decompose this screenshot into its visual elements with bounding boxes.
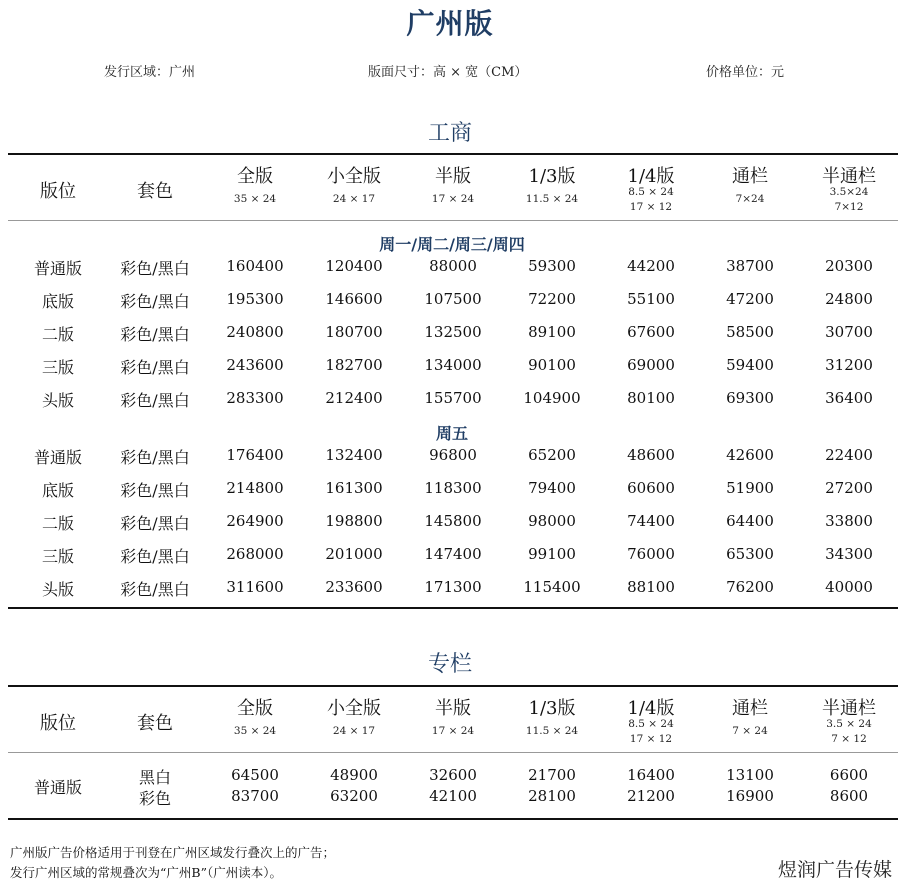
price-cell: 30700 xyxy=(825,323,873,341)
price-cell: 80100 xyxy=(627,389,675,407)
header-col-label: 全版 xyxy=(237,698,273,719)
price-cell: 13100 xyxy=(726,766,774,784)
header-col-size: 11.5 × 24 xyxy=(525,725,579,737)
header-col-size: 35 × 24 xyxy=(233,193,277,205)
group-label: 周一/周二/周三/周四 xyxy=(379,235,525,254)
row-color: 黑白 xyxy=(138,768,171,787)
price-cell: 212400 xyxy=(325,389,383,407)
price-cell: 145800 xyxy=(424,512,482,530)
price-cell: 59300 xyxy=(528,257,576,275)
header-col-label: 半通栏 xyxy=(822,698,876,719)
price-cell: 76200 xyxy=(726,578,774,596)
header-col-label: 1/3版 xyxy=(528,166,576,187)
header-col-label: 半版 xyxy=(435,166,471,187)
price-cell: 107500 xyxy=(424,290,482,308)
price-cell: 171300 xyxy=(424,578,482,596)
header2-divider xyxy=(8,752,898,753)
price-cell: 233600 xyxy=(325,578,383,596)
table-bottom-rule xyxy=(8,607,898,609)
header-col-label: 全版 xyxy=(237,166,273,187)
price-cell: 36400 xyxy=(825,389,873,407)
row-color: 彩色/黑白 xyxy=(120,580,190,599)
price-cell: 161300 xyxy=(325,479,383,497)
price-cell: 16400 xyxy=(627,766,675,784)
header-col-label: 通栏 xyxy=(732,698,768,719)
page-title: 广州版 xyxy=(406,7,494,40)
header-col-size: 24 × 17 xyxy=(332,193,376,205)
price-cell: 21700 xyxy=(528,766,576,784)
price-cell: 31200 xyxy=(825,356,873,374)
price-cell: 51900 xyxy=(726,479,774,497)
price-cell: 24800 xyxy=(825,290,873,308)
price-cell: 21200 xyxy=(627,787,675,805)
price-cell: 28100 xyxy=(528,787,576,805)
watermark-text: 煜润广告传媒 xyxy=(777,859,892,881)
row-position: 普通版 xyxy=(33,259,82,278)
price-cell: 20300 xyxy=(825,257,873,275)
header-col-label: 小全版 xyxy=(327,166,381,187)
price-cell: 283300 xyxy=(226,389,284,407)
header-col-size: 7×24 xyxy=(735,193,765,205)
price-cell: 88100 xyxy=(627,578,675,596)
price-cell: 38700 xyxy=(726,257,774,275)
price-cell: 134000 xyxy=(424,356,482,374)
row-position: 二版 xyxy=(41,325,74,344)
row-position: 头版 xyxy=(41,580,74,599)
header-col-label: 1/4版 xyxy=(627,166,675,187)
price-cell: 132500 xyxy=(424,323,482,341)
footnote-1: 广州版广告价格适用于刊登在广州区域发行叠次上的广告； xyxy=(10,845,336,860)
price-cell: 42600 xyxy=(726,446,774,464)
price-cell: 88000 xyxy=(429,257,477,275)
price-cell: 48900 xyxy=(330,766,378,784)
row-color: 彩色/黑白 xyxy=(120,325,190,344)
header-col-size: 24 × 17 xyxy=(332,725,376,737)
header-col-label: 半通栏 xyxy=(822,166,876,187)
price-cell: 243600 xyxy=(226,356,284,374)
row-position: 底版 xyxy=(41,292,74,311)
row-color: 彩色/黑白 xyxy=(120,448,190,467)
price-cell: 198800 xyxy=(325,512,383,530)
price-cell: 59400 xyxy=(726,356,774,374)
header-divider xyxy=(8,220,898,221)
price-cell: 90100 xyxy=(528,356,576,374)
row-position: 普通版 xyxy=(33,448,82,467)
price-cell: 155700 xyxy=(424,389,482,407)
header-col-size: 8.5 × 24 xyxy=(628,186,674,198)
price-cell: 34300 xyxy=(825,545,873,563)
price-cell: 69300 xyxy=(726,389,774,407)
price-cell: 115400 xyxy=(523,578,581,596)
price-cell: 268000 xyxy=(226,545,284,563)
price-unit: 价格单位：元 xyxy=(706,65,785,80)
price-cell: 6600 xyxy=(829,766,869,784)
header-col-label: 小全版 xyxy=(327,698,381,719)
price-cell: 118300 xyxy=(424,479,482,497)
price-cell: 240800 xyxy=(226,323,284,341)
price-cell: 69000 xyxy=(627,356,675,374)
price-cell: 48600 xyxy=(627,446,675,464)
price-cell: 99100 xyxy=(528,545,576,563)
header-col-label: 通栏 xyxy=(732,166,768,187)
row-color: 彩色/黑白 xyxy=(120,547,190,566)
header-position: 版位 xyxy=(40,713,76,734)
price-cell: 72200 xyxy=(528,290,576,308)
header-position: 版位 xyxy=(40,181,76,202)
section-title-column: 专栏 xyxy=(427,652,472,677)
header-col-size: 7×12 xyxy=(834,201,864,213)
price-cell: 76000 xyxy=(627,545,675,563)
price-cell: 16900 xyxy=(726,787,774,805)
price-cell: 67600 xyxy=(627,323,675,341)
price-cell: 44200 xyxy=(627,257,675,275)
price-cell: 146600 xyxy=(325,290,383,308)
price-cell: 132400 xyxy=(325,446,383,464)
table2-bottom-rule xyxy=(8,818,898,820)
header-col-label: 1/3版 xyxy=(528,698,576,719)
row-color: 彩色/黑白 xyxy=(120,292,190,311)
price-cell: 160400 xyxy=(226,257,284,275)
price-cell: 8600 xyxy=(829,787,869,805)
header-col-size: 3.5 × 24 xyxy=(826,718,872,730)
price-cell: 60600 xyxy=(627,479,675,497)
row-color: 彩色/黑白 xyxy=(120,514,190,533)
header-col-size: 17 × 12 xyxy=(629,733,673,745)
header-color: 套色 xyxy=(137,181,173,202)
price-cell: 147400 xyxy=(424,545,482,563)
price-cell: 176400 xyxy=(226,446,284,464)
price-cell: 55100 xyxy=(627,290,675,308)
price-cell: 96800 xyxy=(429,446,477,464)
header-col-size: 17 × 12 xyxy=(629,201,673,213)
header-col-size: 7 × 24 xyxy=(732,725,768,737)
header-col-label: 半版 xyxy=(435,698,471,719)
price-cell: 180700 xyxy=(325,323,383,341)
row-color: 彩色 xyxy=(138,789,171,808)
table2-top-rule xyxy=(8,685,898,687)
price-cell: 74400 xyxy=(627,512,675,530)
row-position: 底版 xyxy=(41,481,74,500)
price-cell: 98000 xyxy=(528,512,576,530)
row-position: 头版 xyxy=(41,391,74,410)
header-col-size: 35 × 24 xyxy=(233,725,277,737)
price-cell: 65200 xyxy=(528,446,576,464)
price-cell: 63200 xyxy=(330,787,378,805)
price-cell: 64400 xyxy=(726,512,774,530)
price-cell: 64500 xyxy=(231,766,279,784)
row-position: 普通版 xyxy=(33,778,82,797)
layout-size: 版面尺寸：高 × 宽（CM） xyxy=(368,65,528,80)
price-cell: 104900 xyxy=(523,389,581,407)
price-cell: 195300 xyxy=(226,290,284,308)
header-col-size: 17 × 24 xyxy=(431,193,475,205)
header-color: 套色 xyxy=(137,713,173,734)
header-col-size: 11.5 × 24 xyxy=(525,193,579,205)
footnote-2: 发行广州区域的常规叠次为“广州B”（广州读本）。 xyxy=(10,865,282,880)
price-cell: 83700 xyxy=(231,787,279,805)
price-cell: 27200 xyxy=(825,479,873,497)
price-cell: 311600 xyxy=(226,578,284,596)
price-cell: 22400 xyxy=(825,446,873,464)
row-position: 二版 xyxy=(41,514,74,533)
price-cell: 65300 xyxy=(726,545,774,563)
row-color: 彩色/黑白 xyxy=(120,391,190,410)
price-cell: 89100 xyxy=(528,323,576,341)
price-cell: 201000 xyxy=(325,545,383,563)
row-position: 三版 xyxy=(41,547,74,566)
section-title-commerce: 工商 xyxy=(427,121,472,146)
price-cell: 33800 xyxy=(825,512,873,530)
price-cell: 120400 xyxy=(325,257,383,275)
price-cell: 40000 xyxy=(825,578,873,596)
header-col-size: 8.5 × 24 xyxy=(628,718,674,730)
row-color: 彩色/黑白 xyxy=(120,259,190,278)
price-cell: 79400 xyxy=(528,479,576,497)
header-col-size: 3.5×24 xyxy=(829,186,869,198)
group-label: 周五 xyxy=(435,424,468,443)
price-cell: 42100 xyxy=(429,787,477,805)
row-color: 彩色/黑白 xyxy=(120,481,190,500)
price-cell: 264900 xyxy=(226,512,284,530)
header-col-label: 1/4版 xyxy=(627,698,675,719)
price-cell: 214800 xyxy=(226,479,284,497)
header-col-size: 7 × 12 xyxy=(831,733,867,745)
issue-region: 发行区域：广州 xyxy=(104,65,196,80)
price-cell: 182700 xyxy=(325,356,383,374)
price-cell: 58500 xyxy=(726,323,774,341)
row-color: 彩色/黑白 xyxy=(120,358,190,377)
price-cell: 32600 xyxy=(429,766,477,784)
row-position: 三版 xyxy=(41,358,74,377)
price-cell: 47200 xyxy=(726,290,774,308)
table-top-rule xyxy=(8,153,898,155)
header-col-size: 17 × 24 xyxy=(431,725,475,737)
